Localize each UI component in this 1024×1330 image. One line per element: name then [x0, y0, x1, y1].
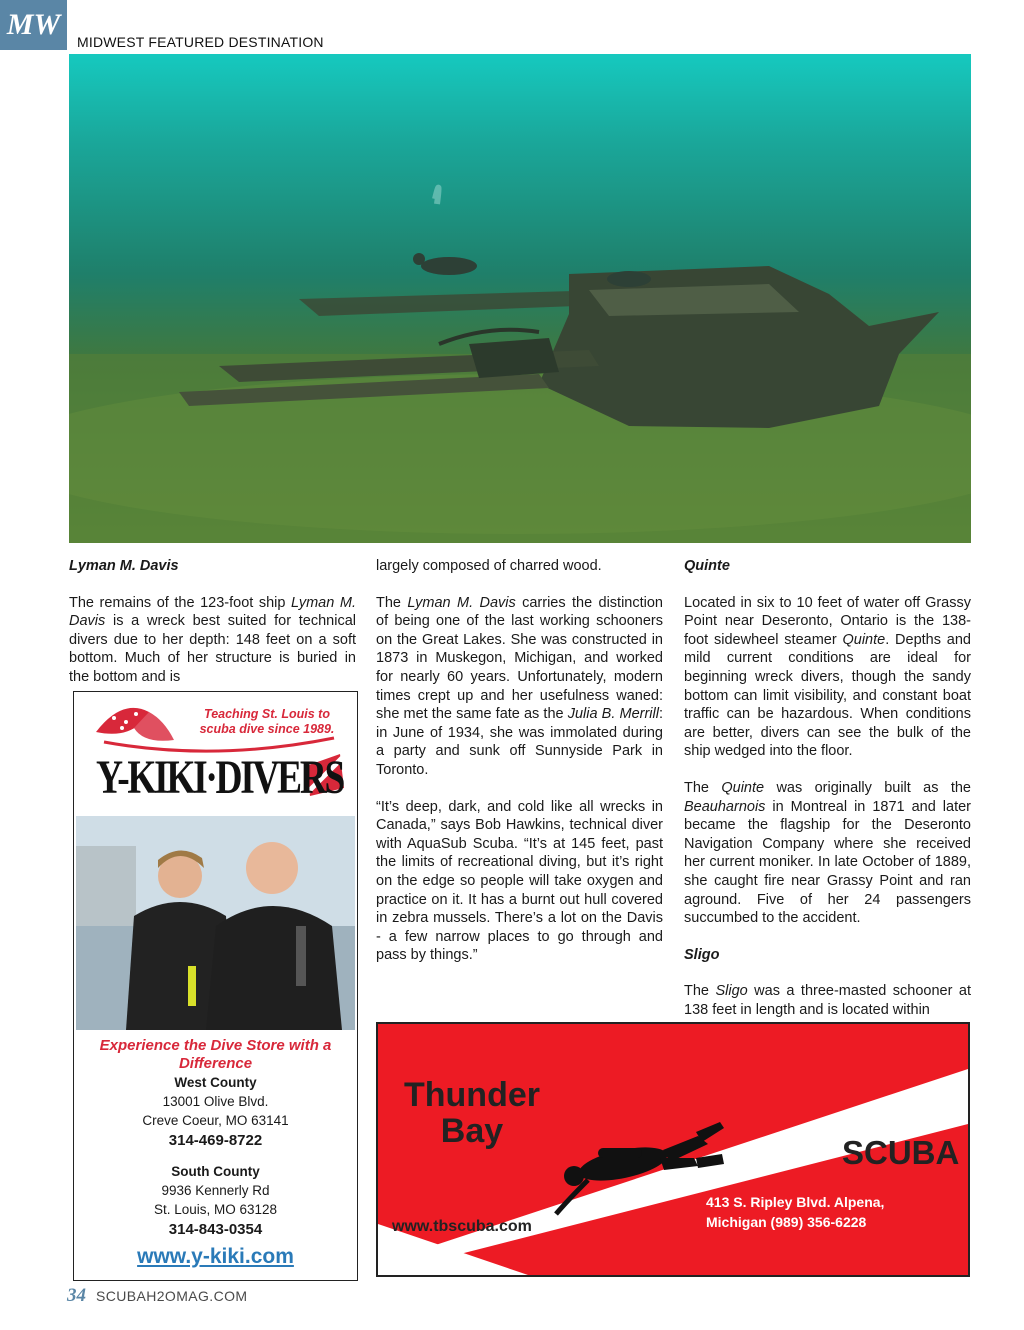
- article-column-2: [376, 557, 663, 983]
- magazine-logo: MW: [0, 0, 67, 50]
- ykiki-divers-photo: [76, 816, 355, 1030]
- store-street-west: 13001 Olive Blvd.: [162, 1094, 269, 1109]
- store-city-south: St. Louis, MO 63128: [153, 1202, 278, 1217]
- article-column-3: [684, 557, 971, 1037]
- store-address: 413 S. Ripley Blvd. Alpena, Michigan (989) 356-6228: [706, 1194, 885, 1230]
- ykiki-tagline: Teaching St. Louis to scuba dive since 1989.: [199, 707, 335, 736]
- store-name-west: West County: [174, 1075, 257, 1090]
- heading-lyman-davis: Lyman M. Davis: [69, 558, 179, 574]
- paragraph: The Lyman M. Davis carries the distinction of being one of the last working schooners on the Great Lakes. She was constructed in 1873 in Muskegon, Michigan, and worked for nearly 60 years. Unfortunately, modern times crept up and her usefulness waned: she met the same fate as the Julia B. Merrill: in June of 1934, she was immolated during a party and sunk off Sunnyside Park in Toronto.: [376, 594, 663, 778]
- paragraph: The Sligo was a three-masted schooner at 138 feet in length and is located within: [684, 983, 972, 1018]
- scuba-label: SCUBA: [842, 1134, 960, 1171]
- store-name-south: South County: [171, 1164, 260, 1179]
- store-phone-south[interactable]: 314-843-0354: [168, 1221, 263, 1238]
- ykiki-slogan: Experience the Dive Store with a Difference: [99, 1037, 332, 1072]
- heading-quinte: Quinte: [684, 558, 730, 574]
- article-column-1: [69, 557, 356, 705]
- store-phone-west[interactable]: 314-469-8722: [168, 1132, 263, 1149]
- page-number: 34: [67, 1285, 86, 1306]
- store-city-west: Creve Coeur, MO 63141: [142, 1113, 289, 1128]
- paragraph: Located in six to 10 feet of water off Grassy Point near Deseronto, Ontario is the 138-foot sidewheel steamer Quinte. Depths and mild current conditions are ideal for beginning wreck divers, though the sandy bottom can limit visibility, and constant boat traffic can be hazardous. When conditions are better, divers can see the bulk of the ship wedged into the floor.: [684, 594, 971, 760]
- thunder-bay-title: Thunder Bay: [404, 1076, 540, 1150]
- store-street-south: 9936 Kennerly Rd: [161, 1183, 270, 1198]
- paragraph: The Quinte was originally built as the Beauharnois in Montreal in 1871 and later became the flagship for the Deseronto Navigation Company where she received her current moniker. In late October of 1889, she caught fire near Grassy Point and ran aground. Five of her 24 passengers succumbed to the accident.: [684, 779, 971, 927]
- page-footer: [67, 1285, 247, 1307]
- thunder-bay-website-link[interactable]: www.tbscuba.com: [392, 1218, 532, 1235]
- ykiki-website-link[interactable]: www.y-kiki.com: [137, 1245, 294, 1268]
- paragraph: largely composed of charred wood.: [376, 558, 602, 574]
- ad-ykiki-divers[interactable]: [73, 691, 358, 1281]
- ad-thunder-bay-scuba[interactable]: [376, 1022, 970, 1277]
- ykiki-logo: Y-KIKI·DIVERS: [96, 751, 344, 804]
- site-name: SCUBAH2OMAG.COM: [96, 1288, 248, 1304]
- shipwreck-photo: [69, 54, 971, 543]
- paragraph: The remains of the 123-foot ship Lyman M. Davis is a wreck best suited for technical divers due to her depth: 148 feet on a soft bottom. Much of her structure is buried in the bottom and is: [69, 594, 356, 685]
- heading-sligo: Sligo: [684, 946, 720, 963]
- paragraph: “It’s deep, dark, and cold like all wrecks in Canada,” says Bob Hawkins, technical diver with AquaSub Scuba. “It’s at 145 feet, past the limits of recreational diving, but it’s right on the edge so people will take oxygen and practice on it. It has a burnt out hull covered in zebra mussels. There’s a lot on the Davis - a few narrow places to go through and pass by things.”: [376, 798, 663, 964]
- section-label: MIDWEST FEATURED DESTINATION: [77, 34, 324, 50]
